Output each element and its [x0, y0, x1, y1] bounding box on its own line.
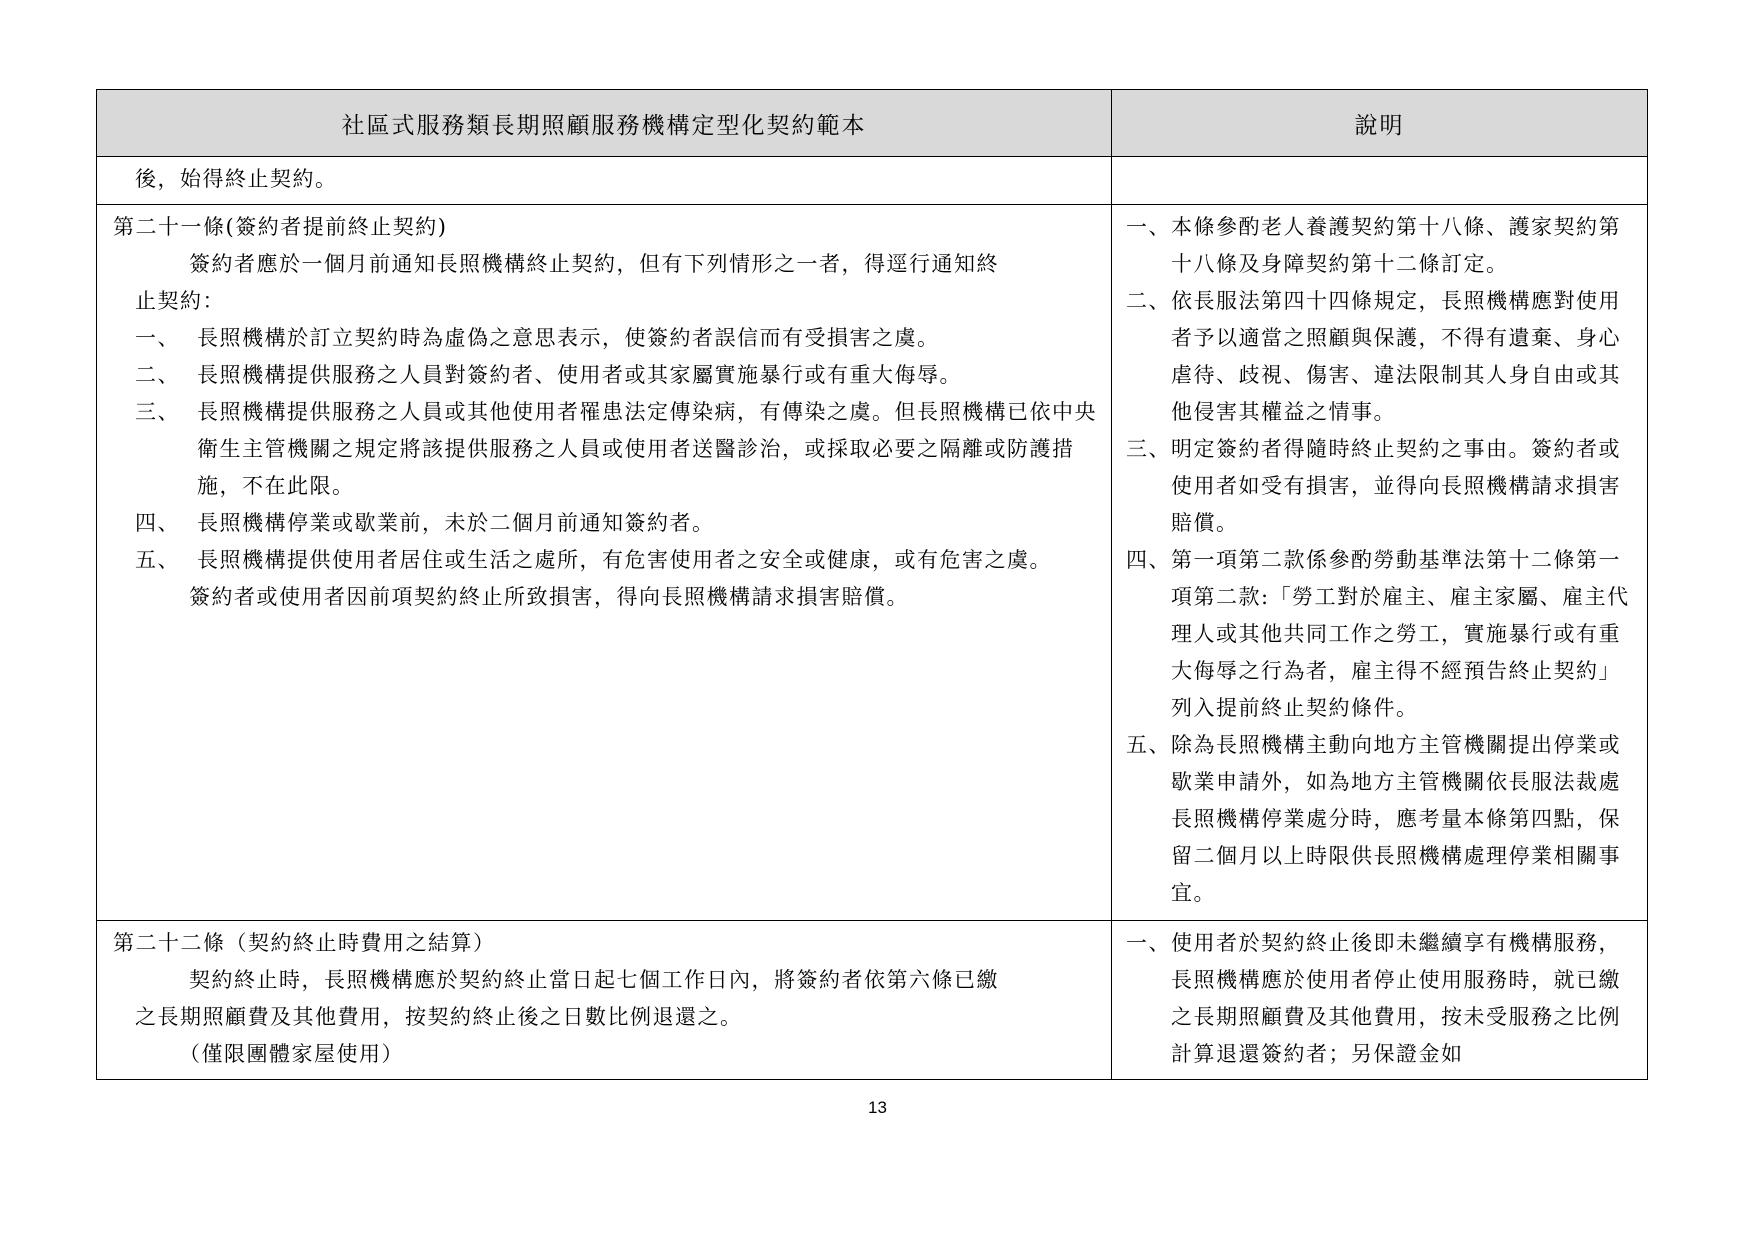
continuation-right-cell — [1112, 157, 1648, 205]
note-text: 使用者於契約終止後即未繼續享有機構服務，長照機構應於使用者停止使用服務時，就已繳之長期照顧費及其他費用，按未受服務之比例計算退還簽約者；另保證金如 — [1171, 931, 1621, 1066]
article21-closing: 簽約者或使用者因前項契約終止所致損害，得向長照機構請求損害賠償。 — [189, 585, 909, 609]
list-item — [1126, 727, 1639, 912]
note-marker: 一、 — [1126, 931, 1171, 955]
table-header-row — [97, 90, 1648, 157]
article22-body-line2: 之長期照顧費及其他費用，按契約終止後之日數比例退還之。 — [135, 1005, 743, 1029]
list-item — [113, 320, 1101, 357]
note-marker: 四、 — [1126, 548, 1171, 572]
note-text: 本條參酌老人養護契約第十八條、護家契約第十八條及身障契約第十二條訂定。 — [1171, 215, 1621, 276]
article22-contract-cell — [97, 921, 1112, 1080]
list-item — [113, 542, 1101, 579]
list-text: 長照機構於訂立契約時為虛偽之意思表示，使簽約者誤信而有受損害之虞。 — [197, 326, 940, 350]
note-text: 明定簽約者得隨時終止契約之事由。簽約者或使用者如受有損害，並得向長照機構請求損害賠償。 — [1171, 437, 1621, 535]
list-item — [113, 505, 1101, 542]
header-explanation: 說明 — [1112, 90, 1648, 157]
article21-intro-line2: 止契約： — [135, 289, 225, 313]
note-text: 除為長照機構主動向地方主管機關提出停業或歇業申請外，如為地方主管機關依長服法裁處長照機構停業處分時，應考量本條第四點，保留二個月以上時限供長照機構處理停業相關事宜。 — [1171, 733, 1621, 905]
article21-intro-line1: 簽約者應於一個月前通知長照機構終止契約，但有下列情形之一者，得逕行通知終 — [189, 252, 999, 276]
list-item — [1126, 283, 1639, 431]
contract-table — [96, 89, 1648, 1080]
list-marker: 四、 — [135, 511, 180, 535]
list-text: 長照機構提供使用者居住或生活之處所，有危害使用者之安全或健康，或有危害之虞。 — [197, 548, 1052, 572]
note-marker: 五、 — [1126, 733, 1171, 757]
list-text: 長照機構提供服務之人員對簽約者、使用者或其家屬實施暴行或有重大侮辱。 — [197, 363, 962, 387]
note-text: 依長服法第四十四條規定，長照機構應對使用者予以適當之照顧與保護，不得有遺棄、身心虐待、歧視、傷害、違法限制其人身自由或其他侵害其權益之情事。 — [1171, 289, 1621, 424]
article22-body-line1: 契約終止時，長照機構應於契約終止當日起七個工作日內，將簽約者依第六條已繳 — [189, 968, 999, 992]
continuation-text: 後，始得終止契約。 — [135, 167, 338, 191]
continuation-left-cell — [97, 157, 1112, 205]
list-item — [1126, 542, 1639, 727]
note-text: 第一項第二款係參酌勞動基準法第十二條第一項第二款:「勞工對於雇主、雇主家屬、雇主代理人或其他共同工作之勞工，實施暴行或有重大侮辱之行為者，雇主得不經預告終止契約」列入提前終止契約條件。 — [1171, 548, 1630, 720]
list-marker: 一、 — [135, 326, 180, 350]
article21-explanation-cell — [1112, 205, 1648, 921]
page-number: 13 — [868, 1098, 887, 1117]
list-item — [1126, 925, 1639, 1073]
article22-explanation-cell — [1112, 921, 1648, 1080]
note-marker: 一、 — [1126, 215, 1171, 239]
list-marker: 五、 — [135, 548, 180, 572]
list-marker: 三、 — [135, 400, 180, 424]
article22-limited-note: （僅限團體家屋使用） — [179, 1042, 404, 1066]
table-row — [97, 921, 1648, 1080]
list-text: 長照機構提供服務之人員或其他使用者罹患法定傳染病，有傳染之虞。但長照機構已依中央衛生主管機關之規定將該提供服務之人員或使用者送醫診治，或採取必要之隔離或防護措施，不在此限。 — [197, 400, 1097, 498]
list-marker: 二、 — [135, 363, 180, 387]
article22-title: 第二十二條（契約終止時費用之結算） — [113, 931, 496, 955]
list-text: 長照機構停業或歇業前，未於二個月前通知簽約者。 — [197, 511, 715, 535]
table-row — [97, 157, 1648, 205]
article21-title: 第二十一條(簽約者提前終止契約) — [113, 215, 448, 239]
note-marker: 三、 — [1126, 437, 1171, 461]
list-item — [113, 394, 1101, 505]
list-item — [1126, 209, 1639, 283]
table-row — [97, 205, 1648, 921]
header-contract-template: 社區式服務類長期照顧服務機構定型化契約範本 — [97, 90, 1112, 157]
article21-contract-cell — [97, 205, 1112, 921]
list-item — [1126, 431, 1639, 542]
list-item — [113, 357, 1101, 394]
note-marker: 二、 — [1126, 289, 1171, 313]
